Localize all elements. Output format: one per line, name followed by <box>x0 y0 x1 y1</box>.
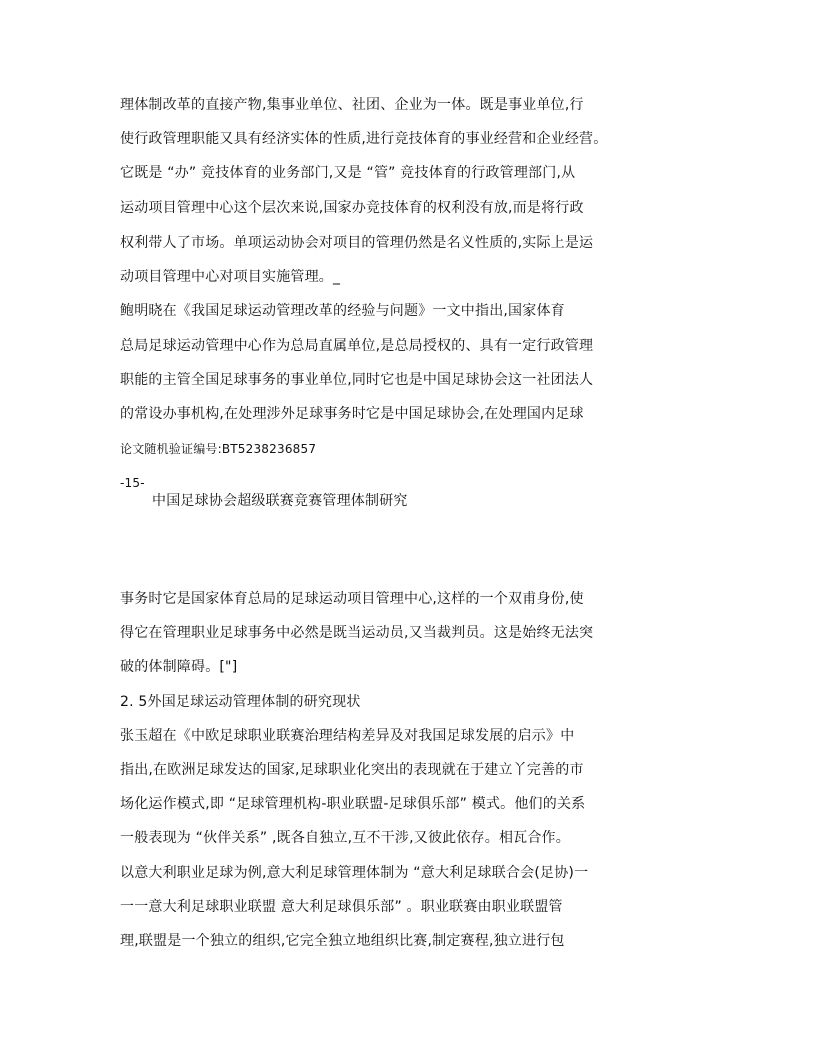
text-line: 使行政管理职能又具有经济实体的性质,进行竞技体育的事业经营和企业经营。 <box>120 131 608 147</box>
text-line: 一一意大利足球职业联盟 意大利足球俱乐部” 。职业联赛由职业联盟管 <box>120 899 563 915</box>
text-line: 得它在管理职业足球事务中必然是既当运动员,又当裁判员。这是始终无法突 <box>120 625 594 641</box>
text-line: 它既是 “办” 竞技体育的业务部门,又是 “管” 竞技体育的行政管理部门,从 <box>120 165 576 181</box>
text-line: 张玉超在《中欧足球职业联赛治理结构差异及对我国足球发展的启示》中 <box>120 728 575 744</box>
text-line: 指出,在欧洲足球发达的国家,足球职业化突出的表现就在于建立丫完善的市 <box>120 762 584 778</box>
text-line: 运动项目管理中心这个层次来说,国家办竞技体育的权利没有放,而是将行政 <box>120 200 584 216</box>
running-header: 中国足球协会超级联赛竞赛管理体制研究 <box>152 493 408 509</box>
text-line: 动项目管理中心对项目实施管理。_ <box>120 269 341 285</box>
text-line: 事务时它是国家体育总局的足球运动项目管理中心,这样的一个双甫身份,使 <box>120 591 584 607</box>
text-line: 职能的主管全国足球事务的事业单位,同时它也是中国足球协会这一社团法人 <box>120 372 594 388</box>
text-line: 以意大利职业足球为例,意大利足球管理体制为 “意大利足球联合会(足协)一 <box>120 865 589 881</box>
text-line: 破的体制障碍。["] <box>120 659 238 675</box>
text-line: 理体制改革的直接产物,集事业单位、社团、企业为一体。既是事业单位,行 <box>120 97 584 113</box>
text-line: 鲍明晓在《我国足球运动管理改革的经验与问题》一文中指出,国家体育 <box>120 303 565 319</box>
text-line: 一般表现为 “伙伴关系” ,既各自独立,互不干涉,又彼此依存。相瓦合作。 <box>120 830 570 846</box>
text-line: 总局足球运动管理中心作为总局直属单位,是总局授权的、具有一定行政管理 <box>120 338 594 354</box>
verification-code: 论文随机验证编号:BT5238236857 <box>120 442 317 456</box>
text-line: 理,联盟是一个独立的组织,它完全独立地组织比赛,制定赛程,独立进行包 <box>120 933 565 949</box>
text-line: 场化运作模式,即 “足球管理机构-职业联盟-足球俱乐部” 模式。他们的关系 <box>120 796 586 812</box>
text-line: 的常设办事机构,在处理涉外足球事务时它是中国足球协会,在处理国内足球 <box>120 406 584 422</box>
section-heading: 2. 5外国足球运动管理体制的研究现状 <box>120 694 361 710</box>
page-number: -15- <box>120 476 145 490</box>
text-line: 权利带人了市场。单项运动协会对项目的管理仍然是名义性质的,实际上是运 <box>120 235 594 251</box>
